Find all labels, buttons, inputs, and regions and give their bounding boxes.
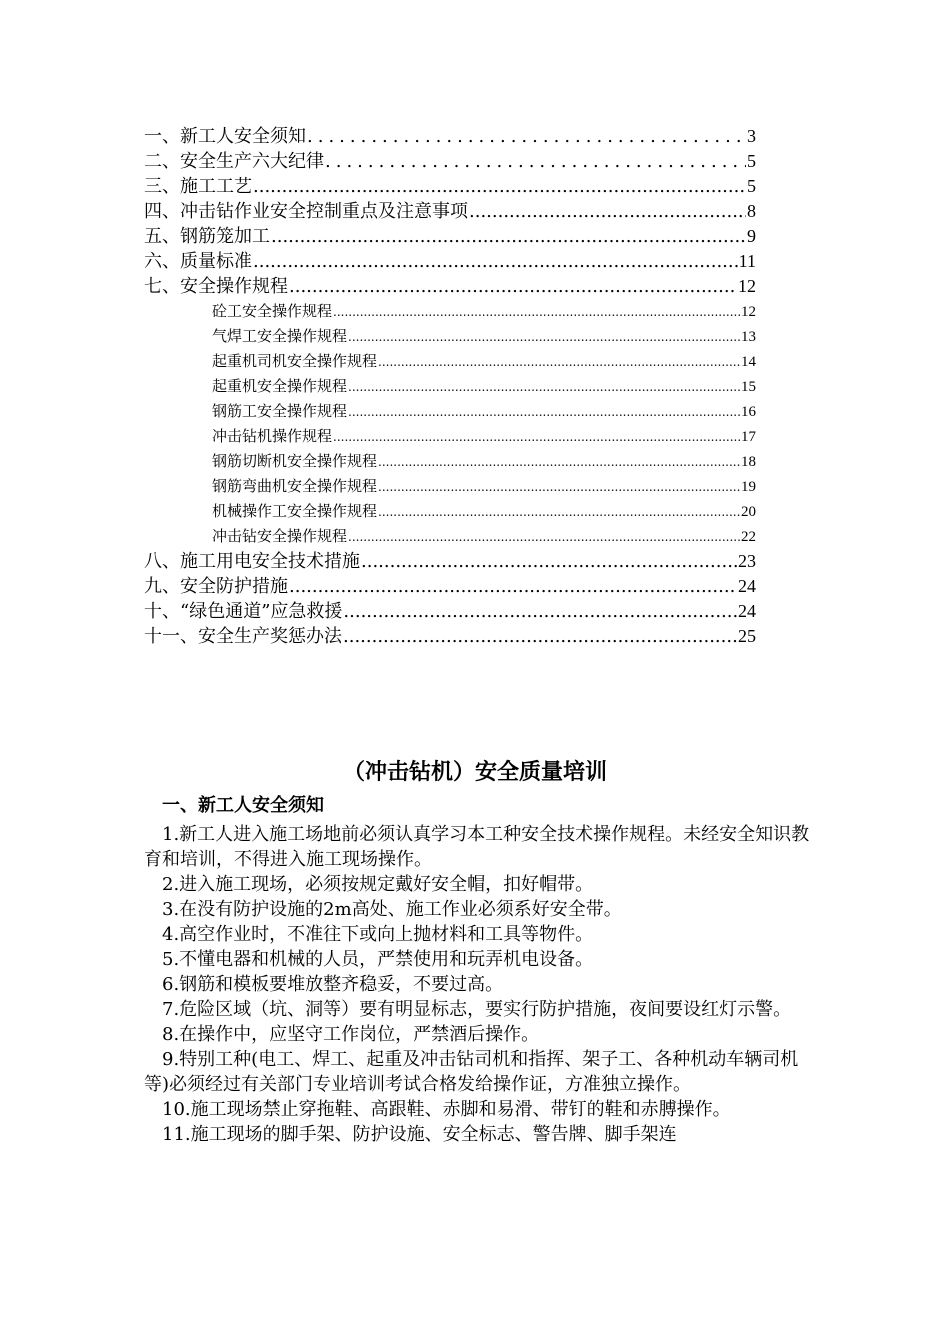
toc-subentry[interactable] (144, 474, 756, 499)
toc-entry-page: 16 (741, 404, 756, 420)
toc-entry-title: 冲击钻安全操作规程 (212, 527, 348, 545)
toc-entry[interactable] (144, 574, 756, 599)
toc-subentry[interactable] (144, 449, 756, 474)
toc-leader-dots (348, 374, 740, 399)
toc-entry-page: 18 (741, 454, 756, 470)
toc-entry-page: 17 (741, 429, 756, 445)
document-title: （冲击钻机）安全质量培训 (342, 760, 607, 785)
toc-entry-title: 机械操作工安全操作规程 (212, 502, 378, 520)
toc-subentry[interactable] (144, 424, 756, 449)
toc-leader-dots (271, 224, 746, 249)
toc-entry-page: 12 (738, 276, 756, 296)
toc-entry[interactable] (144, 274, 756, 299)
toc-subentry[interactable] (144, 299, 756, 324)
toc-entry-page: 15 (741, 379, 756, 395)
toc-entry-title: 十、“绿色通道”应急救援 (144, 601, 343, 622)
toc-entry-title: 气焊工安全操作规程 (212, 327, 348, 345)
toc-entry-title: 砼工安全操作规程 (212, 302, 333, 320)
rule-item: 7.危险区域（坑、洞等）要有明显标志，要实行防护措施，夜间要设红灯示警。 (162, 999, 792, 1020)
toc-subentry[interactable] (144, 374, 756, 399)
toc-entry-title: 十一、安全生产奖惩办法 (144, 626, 342, 647)
toc-entry[interactable] (144, 124, 756, 149)
toc-entry[interactable] (144, 249, 756, 274)
toc-entry[interactable] (144, 199, 756, 224)
toc-entry-title: 二、安全生产六大纪律 (144, 151, 324, 172)
table-of-contents (144, 124, 756, 649)
toc-leader-dots (469, 199, 746, 224)
toc-subentry[interactable] (144, 524, 756, 549)
toc-entry-page: 19 (741, 479, 756, 495)
rule-item: 11.施工现场的脚手架、防护设施、安全标志、警告牌、脚手架连 (162, 1124, 677, 1145)
toc-entry-page: 25 (738, 626, 756, 646)
toc-entry-title: 三、施工工艺 (144, 176, 252, 197)
toc-leader-dots (348, 399, 740, 424)
section-heading: 一、新工人安全须知 (162, 795, 324, 816)
toc-entry-page: 22 (741, 529, 756, 545)
rule-item: 4.高空作业时，不准往下或向上抛材料和工具等物件。 (162, 924, 594, 945)
toc-leader-dots (289, 274, 737, 299)
rule-item: 2.进入施工现场，必须按规定戴好安全帽，扣好帽带。 (162, 874, 594, 895)
toc-entry-title: 钢筋弯曲机安全操作规程 (212, 477, 378, 495)
toc-entry-page: 3 (747, 126, 756, 146)
toc-entry-title: 钢筋工安全操作规程 (212, 402, 348, 420)
toc-leader-dots (378, 499, 740, 524)
rule-item: 5.不懂电器和机械的人员，严禁使用和玩弄机电设备。 (162, 949, 594, 970)
toc-entry-page: 14 (741, 354, 756, 370)
toc-subentry[interactable] (144, 399, 756, 424)
rule-item: 8.在操作中，应坚守工作岗位，严禁酒后操作。 (162, 1024, 540, 1045)
toc-entry-title: 八、施工用电安全技术措施 (144, 551, 360, 572)
toc-entry-title: 四、冲击钻作业安全控制重点及注意事项 (144, 201, 468, 222)
rule-list (144, 822, 812, 1147)
toc-entry-page: 24 (738, 576, 756, 596)
toc-entry-page: 5 (747, 176, 756, 196)
toc-entry-title: 钢筋切断机安全操作规程 (212, 452, 378, 470)
toc-entry[interactable] (144, 149, 756, 174)
toc-entry-title: 六、质量标准 (144, 251, 252, 272)
toc-entry-page: 20 (741, 504, 756, 520)
toc-leader-dots (378, 449, 740, 474)
toc-leader-dots (253, 249, 738, 274)
toc-entry-page: 13 (741, 329, 756, 345)
toc-leader-dots (333, 424, 740, 449)
toc-entry-title: 七、安全操作规程 (144, 276, 288, 297)
toc-leader-dots (325, 149, 746, 174)
toc-leader-dots (361, 549, 737, 574)
toc-entry[interactable] (144, 624, 756, 649)
toc-leader-dots (378, 349, 740, 374)
toc-entry-title: 五、钢筋笼加工 (144, 226, 270, 247)
toc-entry-title: 冲击钻机操作规程 (212, 427, 333, 445)
toc-leader-dots (307, 124, 746, 149)
toc-subentry[interactable] (144, 349, 756, 374)
toc-subentry[interactable] (144, 324, 756, 349)
rule-item: 3.在没有防护设施的2m高处、施工作业必须系好安全带。 (162, 899, 622, 920)
toc-leader-dots (343, 624, 737, 649)
toc-leader-dots (348, 524, 740, 549)
toc-entry[interactable] (144, 549, 756, 574)
toc-entry-page: 9 (747, 226, 756, 246)
toc-entry-page: 5 (747, 151, 756, 171)
rule-item: 6.钢筋和模板要堆放整齐稳妥，不要过高。 (162, 974, 504, 995)
toc-entry-page: 23 (738, 551, 756, 571)
toc-subentry[interactable] (144, 499, 756, 524)
rule-item: 9.特别工种(电工、焊工、起重及冲击钻司机和指挥、架子工、各种机动车辆司机等)必须经过有关部门专业培训考试合格发给操作证，方准独立操作。 (144, 1049, 799, 1095)
toc-entry[interactable] (144, 599, 756, 624)
toc-entry[interactable] (144, 174, 756, 199)
toc-entry[interactable] (144, 224, 756, 249)
toc-entry-page: 8 (747, 201, 756, 221)
toc-entry-title: 九、安全防护措施 (144, 576, 288, 597)
toc-leader-dots (333, 299, 740, 324)
toc-leader-dots (253, 174, 746, 199)
toc-entry-page: 12 (741, 304, 756, 320)
toc-leader-dots (289, 574, 737, 599)
toc-entry-page: 24 (738, 601, 756, 621)
toc-entry-page: 11 (738, 251, 756, 271)
rule-item: 1.新工人进入施工场地前必须认真学习本工种安全技术操作规程。未经安全知识教育和培训，不得进入施工现场操作。 (144, 824, 810, 870)
toc-entry-title: 一、新工人安全须知 (144, 126, 306, 147)
toc-leader-dots (378, 474, 740, 499)
toc-entry-title: 起重机司机安全操作规程 (212, 352, 378, 370)
toc-entry-title: 起重机安全操作规程 (212, 377, 348, 395)
toc-leader-dots (343, 599, 737, 624)
rule-item: 10.施工现场禁止穿拖鞋、高跟鞋、赤脚和易滑、带钉的鞋和赤膊操作。 (162, 1099, 731, 1120)
toc-leader-dots (348, 324, 740, 349)
